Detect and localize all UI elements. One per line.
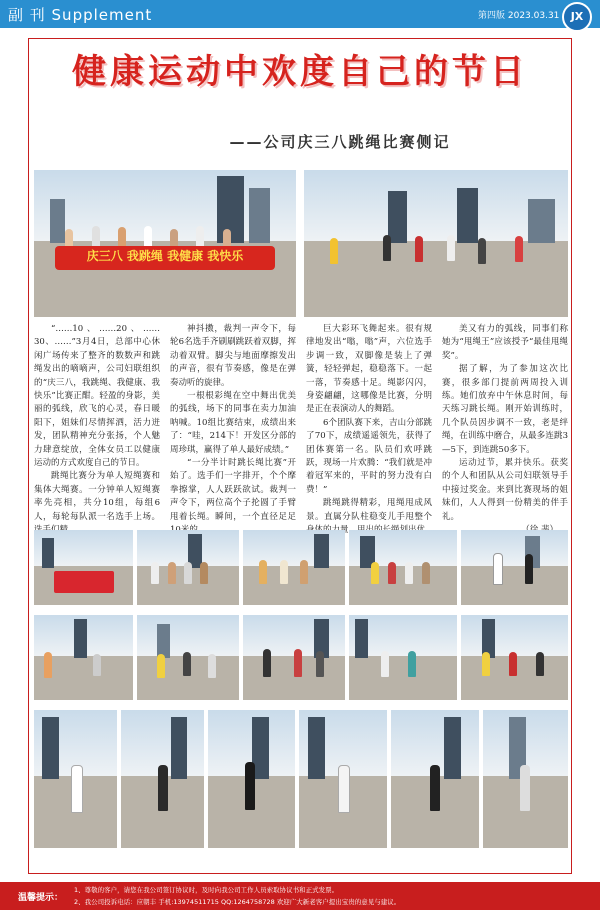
paragraph: “一分半计时跳长绳比赛”开始了。选手们一字排开，个个摩拳擦掌，人人跃跃欲试。裁判一声令下，两位高个子抡圆了手臂甩着长绳。瞬间，一个直径足足: [170, 458, 296, 522]
grid-photo-12: [121, 710, 204, 848]
banner-text: 庆三八 我跳绳 我健康 我快乐: [86, 249, 244, 264]
grid-photo-6: [34, 615, 133, 700]
grid-photo-9: [349, 615, 457, 700]
grid-photo-7: [137, 615, 239, 700]
grid-photo-3: [243, 530, 345, 605]
footer-line-1: 1、尊敬的客户，请您在我公司签订协议时，及时向我公司工作人员索取协议书和正式发票。: [74, 886, 339, 894]
logo-text: JX: [570, 10, 584, 23]
paragraph: 美又有力的弧线，同事们称她为“甩绳王”应该授予“最佳甩绳奖”。: [442, 324, 568, 361]
grid-photo-4: [349, 530, 457, 605]
grid-photo-13: [208, 710, 295, 848]
long-rope-photo: [304, 170, 568, 317]
grid-photo-10: [461, 615, 568, 700]
company-logo-icon: [562, 2, 592, 32]
paragraph: 6个团队赛下来，吉山分部跳了70下，成绩遥遥领先，获得了团体赛第一名。队员们欢呼跳跃，现场一片欢腾：“我们就是冲着冠军来的，平时的努力没有白费！”: [306, 417, 432, 495]
grid-photo-15: [391, 710, 479, 848]
footer-bar: [0, 882, 600, 910]
article-column-4: [442, 323, 568, 538]
grid-photo-16: [483, 710, 568, 848]
article-column-1: [34, 323, 160, 538]
paragraph: “……10、……20、……30、……”3月4日，总部中心休闲广场传来了整齐的数数声和跳绳发出的嘀嘀声，公司妇联组织的“庆三八，我跳绳、我健康、我快乐”比赛正酣。轻盈的身影，美丽的弧线，欣飞的心灵，春日暖阳下，姐妹们尽情挥洒，活力迸发，团队精神充分张扬，个人魅力肆意绽放，全体女员工以健康运动的方式欢度自己的节日。: [34, 324, 160, 469]
grid-photo-2: [137, 530, 239, 605]
paragraph: 跳绳跳得精彩，甩绳甩成风景。直属分队柱稳变儿手甩整个: [306, 498, 432, 522]
footer-tip-label: 温馨提示：: [18, 893, 64, 903]
footer-line-2: 2、我公司投诉电话：应朝丰 手机:13974511715 QQ:1264758728 欢迎广大新老客户提出宝贵的意见与建议。: [74, 898, 401, 906]
article-column-3: [306, 323, 432, 538]
banner-group-photo: [34, 170, 296, 317]
article-column-2: [170, 323, 296, 538]
article-title: 健康运动中欢度自己的节日: [72, 52, 528, 92]
grid-photo-5: [461, 530, 568, 605]
paragraph: 一根根彩绳在空中舞出优美的弧线，场下的同事在卖力加油呐喊。10组比赛结束，成绩出来了：“哇，214下！开发区分部的周珍琪，赢得了单人最好成绩。”: [170, 391, 296, 455]
grid-photo-8: [243, 615, 345, 700]
header-bar: [0, 0, 600, 28]
paragraph: 神抖擞，裁判一声令下，每轮6名选手齐刷刷跳跃着双脚，挥动着双臂。脚尖与地面摩擦发出的声音，很有节奏感，像是在弹奏动听的旋律。: [170, 324, 296, 388]
paragraph: 跳绳比赛分为单人短绳赛和集体大绳赛。一分钟单人短绳赛率先亮相，共分10组，每组6人，每轮每队派一名选手上场。: [34, 471, 160, 522]
article-subtitle: ——公司庆三八跳绳比赛侧记: [229, 133, 451, 151]
issue-date: 第四版 2023.03.31: [478, 11, 560, 21]
paragraph: 运动过节，累并快乐。获奖的个人和团队从公司妇联领导手中接过奖金。来到比赛现场的姐妹们，人人得到一份精美的伴手礼。: [442, 458, 568, 522]
banner-sign: [55, 246, 275, 270]
grid-photo-14: [299, 710, 387, 848]
section-label: 副 刊 Supplement: [8, 6, 153, 24]
paragraph: 巨大彩环飞舞起来。很有规律地发出“嗡，嗡”声，六位选手步调一致，双脚像是装上了弹簧，轻轻弹起，稳稳落下。一起一落，节奏感十足。绳影闪闪，身姿翩翩，这哪像是比赛，分明是正在表演动人的舞蹈。: [306, 324, 432, 415]
grid-photo-11: [34, 710, 117, 848]
grid-photo-1: [34, 530, 133, 605]
paragraph: 据了解，为了参加这次比赛，很多部门提前两周投入训练。她们放弃中午休息时间，每天练习跳长绳。刚开始训练时，几个队员因步调不一致，老是绊绳，在训练中磨合，从最多连跳3—5下，到连跳50多下。: [442, 364, 568, 455]
